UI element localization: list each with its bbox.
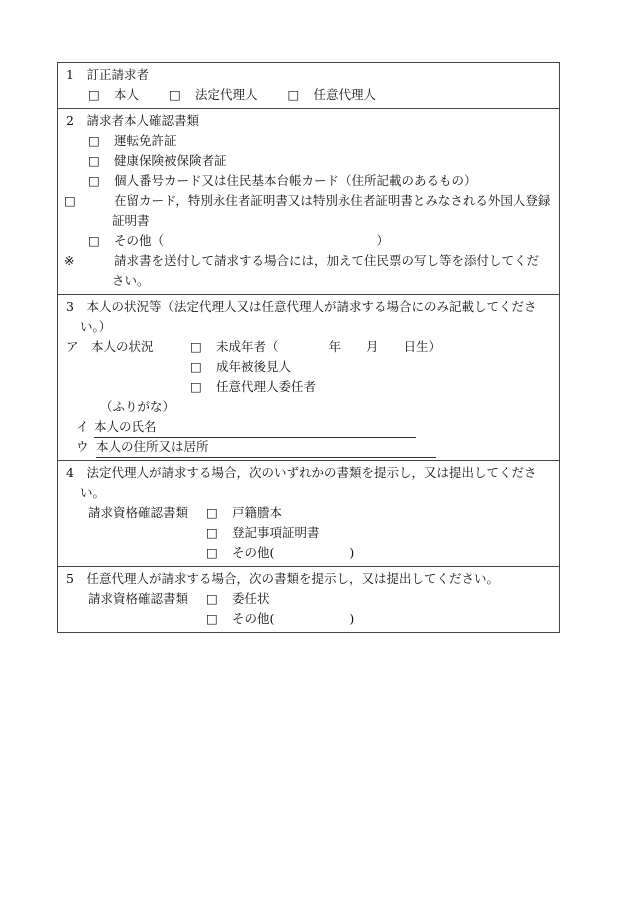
checkbox[interactable]: □ bbox=[88, 153, 100, 168]
id-doc-label: 運転免許証 bbox=[114, 133, 177, 148]
note-text: 請求書を送付して請求する場合には，加えて住民票の写し等を添付してください。 bbox=[112, 253, 540, 288]
checkbox[interactable]: □ bbox=[88, 173, 100, 188]
list-item bbox=[66, 231, 551, 251]
option-label: 委任状 bbox=[232, 591, 270, 606]
checkbox[interactable]: □ bbox=[206, 525, 218, 540]
checkbox[interactable]: □ bbox=[88, 133, 100, 148]
section-legal-agent-docs bbox=[58, 460, 559, 566]
legal-doc-row-2 bbox=[66, 523, 551, 543]
section-requester bbox=[58, 63, 559, 108]
requester-options bbox=[66, 85, 551, 105]
section-id-documents bbox=[58, 108, 559, 294]
checkbox[interactable]: □ bbox=[88, 87, 100, 102]
option-label: 戸籍謄本 bbox=[232, 505, 283, 520]
status-label: ア 本人の状況 bbox=[66, 339, 154, 354]
name-field[interactable] bbox=[94, 417, 416, 438]
request-form-table bbox=[57, 62, 560, 633]
id-doc-label: 個人番号カード又は住民基本台帳カード（住所記載のあるもの） bbox=[114, 173, 477, 188]
section-5-title: 5 任意代理人が請求する場合，次の書類を提示し，又は提出してください。 bbox=[66, 571, 499, 586]
status-option-guardian bbox=[190, 357, 291, 377]
section-1-title: 1 訂正請求者 bbox=[66, 67, 149, 82]
section-4-title: 4 法定代理人が請求する場合，次のいずれかの書類を提示し，又は提出してください。 bbox=[66, 465, 537, 500]
list-item bbox=[66, 171, 551, 191]
name-row bbox=[66, 417, 551, 437]
option-label: その他( ) bbox=[232, 611, 355, 626]
mailing-note bbox=[66, 251, 551, 291]
checkbox[interactable]: □ bbox=[287, 87, 300, 102]
option-label: 登記事項証明書 bbox=[232, 525, 320, 540]
address-label: 本人の住所又は居所 bbox=[95, 439, 209, 454]
list-item bbox=[66, 131, 551, 151]
checkbox[interactable]: □ bbox=[206, 505, 218, 520]
checkbox[interactable]: □ bbox=[190, 379, 202, 394]
name-label: 本人の氏名 bbox=[93, 419, 157, 434]
address-field[interactable] bbox=[96, 437, 436, 458]
option-label: その他( ) bbox=[232, 545, 355, 560]
option-voluntary-agent: 任意代理人 bbox=[313, 87, 377, 102]
voluntary-doc-row-2 bbox=[66, 609, 551, 629]
legal-doc-row-3 bbox=[66, 543, 551, 563]
checkbox[interactable]: □ bbox=[169, 87, 181, 102]
option-legal-agent: 法定代理人 bbox=[195, 87, 258, 102]
furigana-label: （ふりがな） bbox=[100, 399, 176, 414]
checkbox[interactable]: □ bbox=[206, 611, 218, 626]
note-mark: ※ bbox=[64, 253, 75, 268]
option-label: 任意代理人委任者 bbox=[216, 379, 317, 394]
section-3-title: 3 本人の状況等（法定代理人又は任意代理人が請求する場合にのみ記載してください。） bbox=[66, 299, 537, 334]
checkbox[interactable]: □ bbox=[64, 193, 76, 208]
voluntary-doc-row-1 bbox=[66, 589, 551, 609]
status-row-delegator bbox=[66, 377, 551, 397]
list-item bbox=[66, 191, 551, 231]
section-principal-status bbox=[58, 294, 559, 460]
checkbox[interactable]: □ bbox=[190, 339, 202, 354]
name-label-marker: イ bbox=[76, 419, 89, 434]
status-row-minor bbox=[66, 337, 551, 357]
status-option-minor bbox=[190, 337, 441, 357]
option-label: 成年被後見人 bbox=[216, 359, 292, 374]
option-label: 未成年者（ 年 月 日生） bbox=[216, 339, 442, 354]
id-doc-label: 健康保険被保険者証 bbox=[114, 153, 227, 168]
section-2-title: 2 請求者本人確認書類 bbox=[66, 113, 199, 128]
checkbox[interactable]: □ bbox=[206, 591, 218, 606]
id-doc-label: その他（ ） bbox=[114, 233, 390, 248]
list-item bbox=[66, 151, 551, 171]
legal-doc-row-1 bbox=[66, 503, 551, 523]
doc-label: 請求資格確認書類 bbox=[88, 505, 189, 520]
status-row-guardian bbox=[66, 357, 551, 377]
checkbox[interactable]: □ bbox=[206, 545, 218, 560]
checkbox[interactable]: □ bbox=[88, 233, 100, 248]
section-voluntary-agent-docs bbox=[58, 566, 559, 632]
status-option-delegator bbox=[190, 377, 316, 397]
address-label-marker: ウ bbox=[76, 439, 89, 454]
option-self: 本人 bbox=[114, 87, 140, 102]
id-doc-label: 在留カード，特別永住者証明書又は特別永住者証明書とみなされる外国人登録証明書 bbox=[112, 193, 551, 228]
checkbox[interactable]: □ bbox=[190, 359, 202, 374]
doc-label: 請求資格確認書類 bbox=[88, 591, 189, 606]
address-row bbox=[66, 437, 551, 457]
